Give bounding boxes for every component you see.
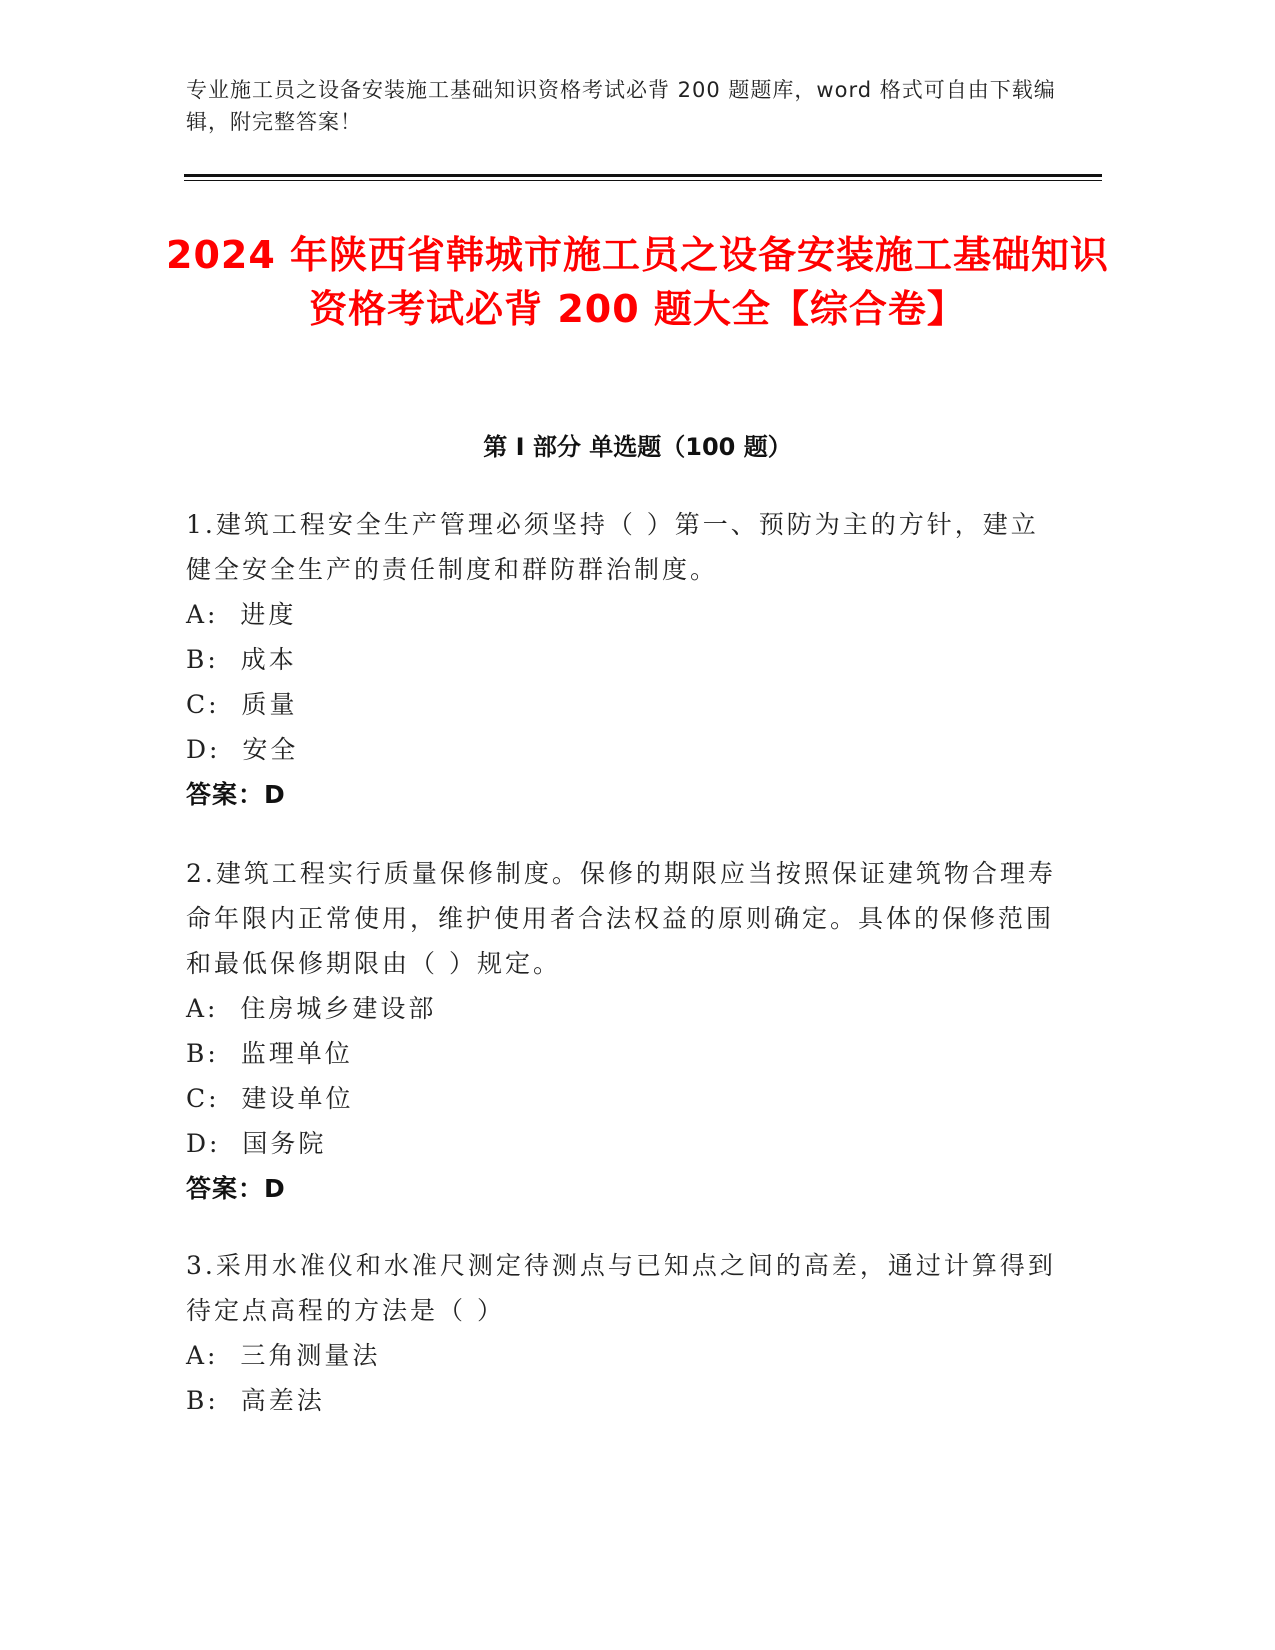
option-b: B: 高差法 [186,1386,325,1415]
document-title: 2024 年陕西省韩城市施工员之设备安装施工基础知识资格考试必背 200 题大全【综合卷】 [166,233,1109,331]
header-rule-thin [184,180,1102,181]
question-1 [186,502,1066,817]
option-d: D: 国务院 [186,1129,327,1158]
option-a: A: 住房城乡建设部 [186,994,437,1023]
question-2 [186,851,1066,1211]
question-3 [186,1243,1066,1423]
header-rule-thick [184,174,1102,177]
option-b: B: 监理单位 [186,1039,353,1068]
option-c: C: 建设单位 [186,1084,354,1113]
answer: 答案：D [186,780,286,809]
answer: 答案：D [186,1174,286,1203]
question-text: 2.建筑工程实行质量保修制度。保修的期限应当按照保证建筑物合理寿命年限内正常使用，维护使用者合法权益的原则确定。具体的保修范围和最低保修期限由（ ）规定。 [186,859,1056,978]
question-text: 1.建筑工程安全生产管理必须坚持（ ）第一、预防为主的方针，建立健全安全生产的责任制度和群防群治制度。 [186,510,1039,584]
option-b: B: 成本 [186,645,297,674]
section-title: 第 I 部分 单选题（100 题） [483,433,792,461]
option-a: A: 三角测量法 [186,1341,381,1370]
option-a: A: 进度 [186,600,297,629]
option-c: C: 质量 [186,690,298,719]
header-note: 专业施工员之设备安装施工基础知识资格考试必背 200 题题库，word 格式可自由下载编辑，附完整答案！ [186,78,1056,134]
question-text: 3.采用水准仪和水准尺测定待测点与已知点之间的高差，通过计算得到待定点高程的方法是（ ） [186,1251,1056,1325]
option-d: D: 安全 [186,735,299,764]
